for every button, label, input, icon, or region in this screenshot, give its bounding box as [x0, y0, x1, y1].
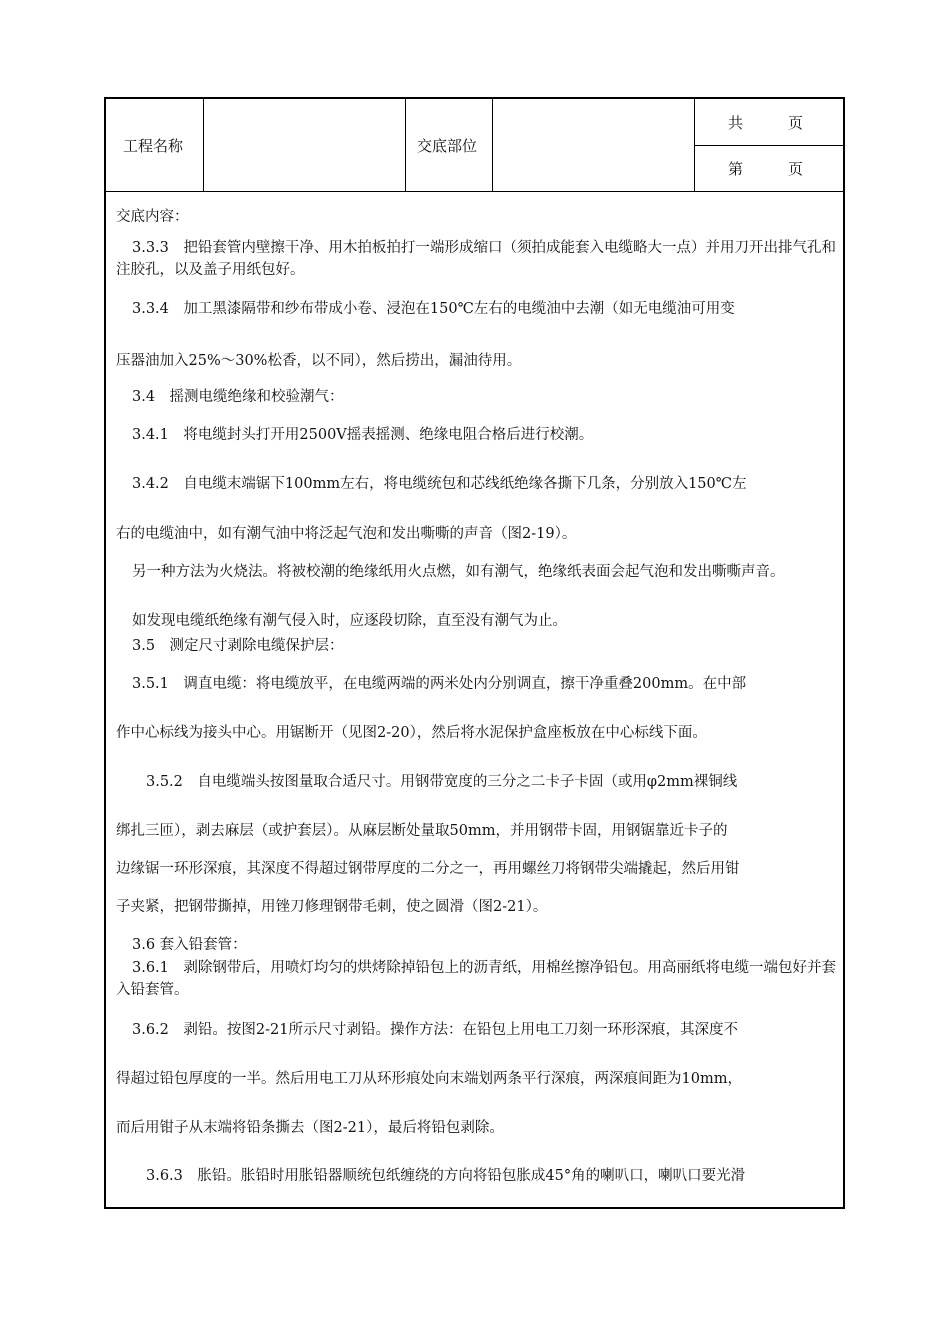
- paragraph: 右的电缆油中，如有潮气油中将泛起气泡和发出嘶嘶的声音（图2-19）。: [116, 526, 577, 542]
- paragraph: 3.6 套入铅套管：: [132, 937, 247, 953]
- total-pages: 共 页: [728, 114, 804, 132]
- header-divider-4: [694, 99, 695, 191]
- header-divider-1: [203, 99, 204, 191]
- page-cell-divider: [694, 145, 843, 146]
- header-bottom-line: [106, 191, 843, 192]
- paragraph: 如发现电缆纸绝缘有潮气侵入时，应逐段切除，直至没有潮气为止。: [132, 613, 567, 629]
- paragraph: 绑扎三匝），剥去麻层（或护套层）。从麻层断处量取50mm，并用钢带卡固，用钢锯靠近卡子的: [116, 823, 728, 839]
- paragraph: 3.3.3 把铅套管内壁擦干净、用木拍板拍打一端形成缩口（须拍成能套入电缆略大一点）并用刀开出排气孔和注胶孔，以及盖子用纸包好。: [116, 240, 836, 278]
- paragraph: 3.3.4 加工黑漆隔带和纱布带成小卷、浸泡在150℃左右的电缆油中去潮（如无电缆油可用变: [132, 301, 735, 317]
- paragraph: 另一种方法为火烧法。将被校潮的绝缘纸用火点燃，如有潮气，绝缘纸表面会起气泡和发出嘶嘶声音。: [132, 564, 785, 580]
- paragraph: 3.4.1 将电缆封头打开用2500V摇表摇测、绝缘电阻合格后进行校潮。: [132, 427, 594, 443]
- paragraph: 3.6.3 胀铅。胀铅时用胀铅器顺统包纸缠绕的方向将铅包胀成45°角的喇叭口，喇叭口要光滑: [146, 1168, 746, 1184]
- header-divider-2: [405, 99, 406, 191]
- paragraph: 3.6.1 剥除钢带后，用喷灯均匀的烘烤除掉铅包上的沥青纸，用棉丝擦净铅包。用高丽纸将电缆一端包好并套入铅套管。: [116, 960, 836, 998]
- paragraph: 得超过铅包厚度的一半。然后用电工刀从环形痕处向末端划两条平行深痕，两深痕间距为10mm，: [116, 1071, 742, 1087]
- handover-part-label: 交底部位: [417, 137, 478, 155]
- paragraph: 3.5 测定尺寸剥除电缆保护层：: [132, 638, 344, 654]
- paragraph: 作中心标线为接头中心。用锯断开（见图2-20），然后将水泥保护盒座板放在中心标线下面。: [116, 725, 707, 741]
- project-name-label: 工程名称: [123, 137, 184, 155]
- paragraph: 而后用钳子从末端将铅条撕去（图2-21），最后将铅包剥除。: [116, 1120, 504, 1136]
- paragraph: 3.4.2 自电缆末端锯下100mm左右，将电缆统包和芯线纸绝缘各撕下几条，分别放入150℃左: [132, 476, 747, 492]
- handover-sheet: [104, 97, 845, 1209]
- content-label: 交底内容：: [116, 209, 189, 225]
- paragraph: 3.4 摇测电缆绝缘和校验潮气：: [132, 389, 344, 405]
- paragraph: 3.5.1 调直电缆：将电缆放平，在电缆两端的两米处内分别调直，擦干净重叠200mm。在中部: [132, 676, 747, 692]
- paragraph: 边缘锯一环形深痕，其深度不得超过钢带厚度的二分之一，再用螺丝刀将钢带尖端撬起，然后用钳: [116, 861, 740, 877]
- paragraph: 压器油加入25%～30%松香，以不同），然后捞出，漏油待用。: [116, 353, 522, 369]
- paragraph: 3.6.2 剥铅。按图2-21所示尺寸剥铅。操作方法：在铅包上用电工刀刻一环形深痕，其深度不: [132, 1022, 738, 1038]
- page-number: 第 页: [728, 160, 804, 178]
- header-divider-3: [492, 99, 493, 191]
- paragraph: 子夹紧，把钢带撕掉，用锉刀修理钢带毛刺，使之圆滑（图2-21）。: [116, 899, 548, 915]
- paragraph: 3.5.2 自电缆端头按图量取合适尺寸。用钢带宽度的三分之二卡子卡固（或用φ2mm裸铜线: [146, 774, 738, 790]
